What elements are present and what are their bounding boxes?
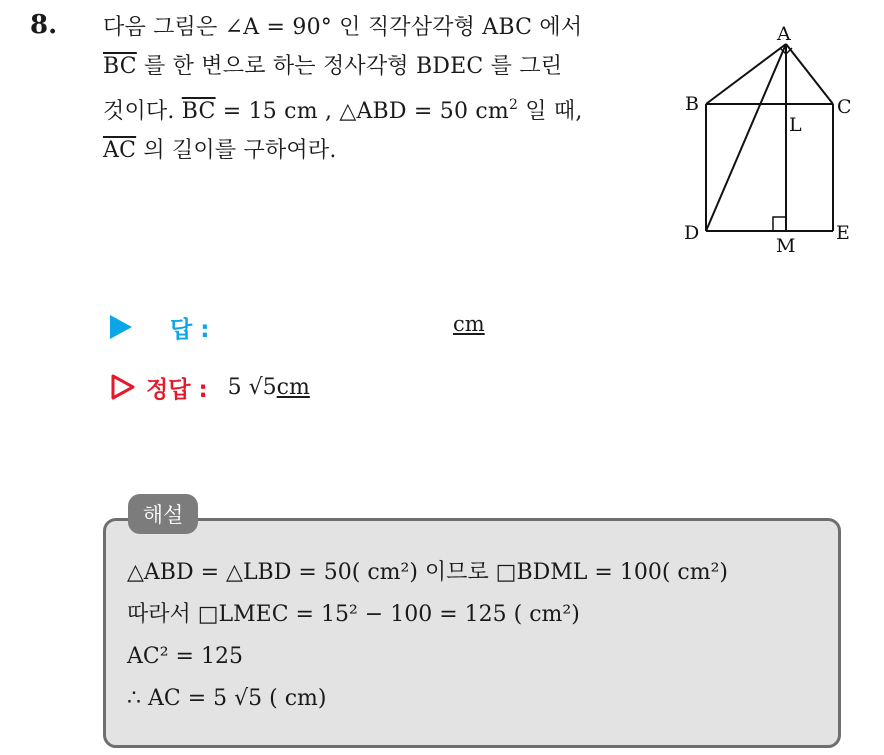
right-angle-mark-m bbox=[773, 217, 786, 231]
exponent: 2 bbox=[508, 97, 519, 113]
label-a: A bbox=[777, 23, 791, 45]
answer-unit: cm bbox=[453, 312, 485, 336]
question-line-2 bbox=[103, 47, 663, 86]
label-l: L bbox=[789, 114, 802, 136]
solution-tag: 해설 bbox=[128, 494, 198, 534]
solution-line-2: 따라서 □LMEC = 15² − 100 = 125 ( cm²) bbox=[127, 602, 580, 627]
question-line-1: 다음 그림은 ∠A = 90° 인 직각삼각형 ABC 에서 bbox=[103, 15, 583, 40]
question-line-4 bbox=[103, 131, 663, 170]
correct-value-number: 5 √5 bbox=[227, 374, 277, 400]
question-line-4-rest: 의 길이를 구하여라. bbox=[136, 138, 337, 163]
segment-bc-2: $\overline{BC}$ bbox=[181, 99, 216, 124]
correct-value bbox=[228, 375, 310, 400]
question-line-3-mid: = 15 cm , △ABD = 50 cm bbox=[215, 99, 509, 124]
correct-value-unit: cm bbox=[276, 374, 310, 400]
label-b: B bbox=[685, 93, 699, 115]
label-m: M bbox=[776, 235, 796, 257]
label-c: C bbox=[837, 96, 852, 118]
solution-line-1: △ABD = △LBD = 50( cm²) 이므로 □BDML = 100( cm²) bbox=[127, 560, 728, 585]
play-triangle-icon bbox=[110, 315, 132, 339]
outline-triangle-icon bbox=[110, 374, 136, 400]
solution-line-3: AC² = 125 bbox=[127, 644, 243, 669]
solution-lines bbox=[127, 552, 728, 720]
segment-bc: $\overline{BC}$ bbox=[103, 54, 137, 79]
solution-line-4: ∴ AC = 5 √5 ( cm) bbox=[127, 686, 327, 711]
question-text bbox=[103, 8, 663, 170]
correct-label: 정답 : bbox=[146, 376, 208, 403]
question-line-2-rest: 를 한 변으로 하는 정사각형 BDEC 를 그린 bbox=[136, 54, 563, 79]
question-line-3-pre: 것이다. bbox=[103, 99, 182, 124]
label-e: E bbox=[836, 222, 850, 244]
question-line-3 bbox=[103, 86, 663, 131]
question-number: 8. bbox=[30, 10, 58, 40]
question-line-3-post: 일 때, bbox=[518, 99, 583, 124]
answer-label: 답 : bbox=[170, 316, 210, 343]
segment-ac: $\overline{AC}$ bbox=[103, 138, 137, 163]
answer-row bbox=[110, 310, 209, 344]
geometry-figure bbox=[676, 14, 866, 264]
segment-ac-line bbox=[786, 44, 833, 104]
segment-ad bbox=[706, 44, 786, 231]
correct-answer-row bbox=[110, 370, 310, 404]
label-d: D bbox=[684, 222, 700, 244]
